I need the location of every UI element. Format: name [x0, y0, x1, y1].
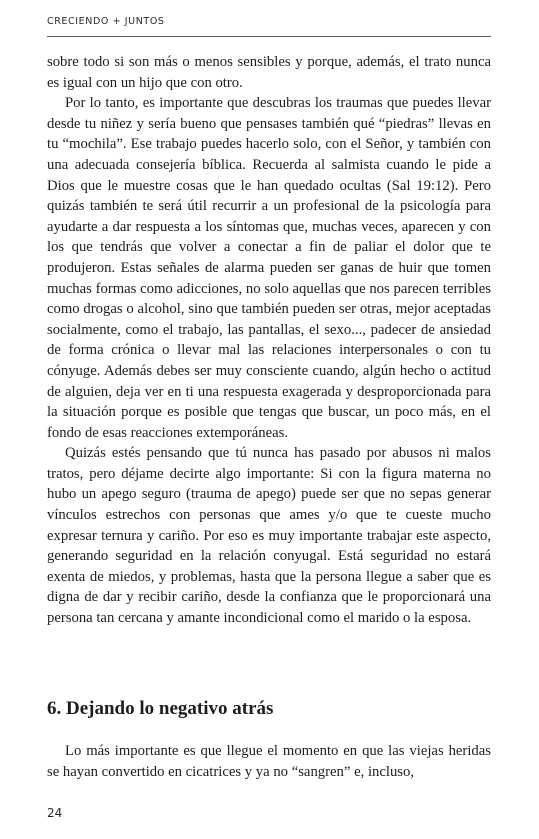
section-body-text: [47, 741, 491, 782]
paragraph-3: Quizás estés pensando que tú nunca has pasado por abusos ni malos tratos, pero déjame decirte algo importante: Si con la figura materna no hubo un apego seguro (trauma de apego) puede ser que no sepas generar vínculos estrechos con personas que ames y/o que te cueste mucho expresar ternura y cariño. Por eso es muy importante trabajar este aspecto, generando seguridad en la relación conyugal. Está seguridad no estará exenta de miedos, y problemas, hasta que la persona llegue a saber que es digna de dar y recibir cariño, desde la confianza que le proporcionará una persona tan cercana y amante incondicional como el marido o la esposa.: [47, 445, 491, 627]
section-paragraph-1: Lo más importante es que llegue el momento en que las viejas heridas se hayan convertido en cicatrices y ya no “sangren” e, incluso,: [47, 743, 491, 780]
header-rule: [47, 36, 491, 37]
page-number: 24: [47, 806, 63, 820]
paragraph-1: sobre todo si son más o menos sensibles y porque, además, el trato nunca es igual con un hijo que con otro.: [47, 54, 491, 91]
section-heading: 6. Dejando lo negativo atrás: [47, 698, 274, 719]
paragraph-2: Por lo tanto, es importante que descubras los traumas que puedes llevar desde tu niñez y sería bueno que pensases también qué “piedras” llevas en tu “mochila”. Ese trabajo puedes hacerlo solo, con el Señor, y también con una adecuada consejería bíblica. Recuerda al salmista cuando le pide a Dios que le muestre cosas que le han quedado ocultas (Sal 19:12). Pero quizás también te será útil recurrir a un profesional de la psicología para ayudarte a dar respuesta a los síntomas que, muchas veces, aparecen y con los que tendrás que volver a conectar a fin de paliar el dolor que te produjeron. Estas señales de alarma pueden ser ganas de huir que tomen muchas formas como adicciones, no solo aquellas que nos parecen terribles como drogas o alcohol, sino que también pueden ser otras, mejor aceptadas socialmente, como el trabajo, las pantallas, el sexo..., padecer de ansiedad de forma crónica o llevar mal las relaciones interpersonales o con tu cónyuge. Además debes ser muy consciente cuando, algún hecho o actitud de alguien, deja ver en ti una respuesta exagerada y desproporcionada para la situación porque es posible que tengas que buscar, un poco más, en el fondo de esas reacciones extemporáneas.: [47, 95, 491, 441]
body-text: [47, 52, 491, 629]
running-head: CRECIENDO + JUNTOS: [47, 16, 165, 27]
